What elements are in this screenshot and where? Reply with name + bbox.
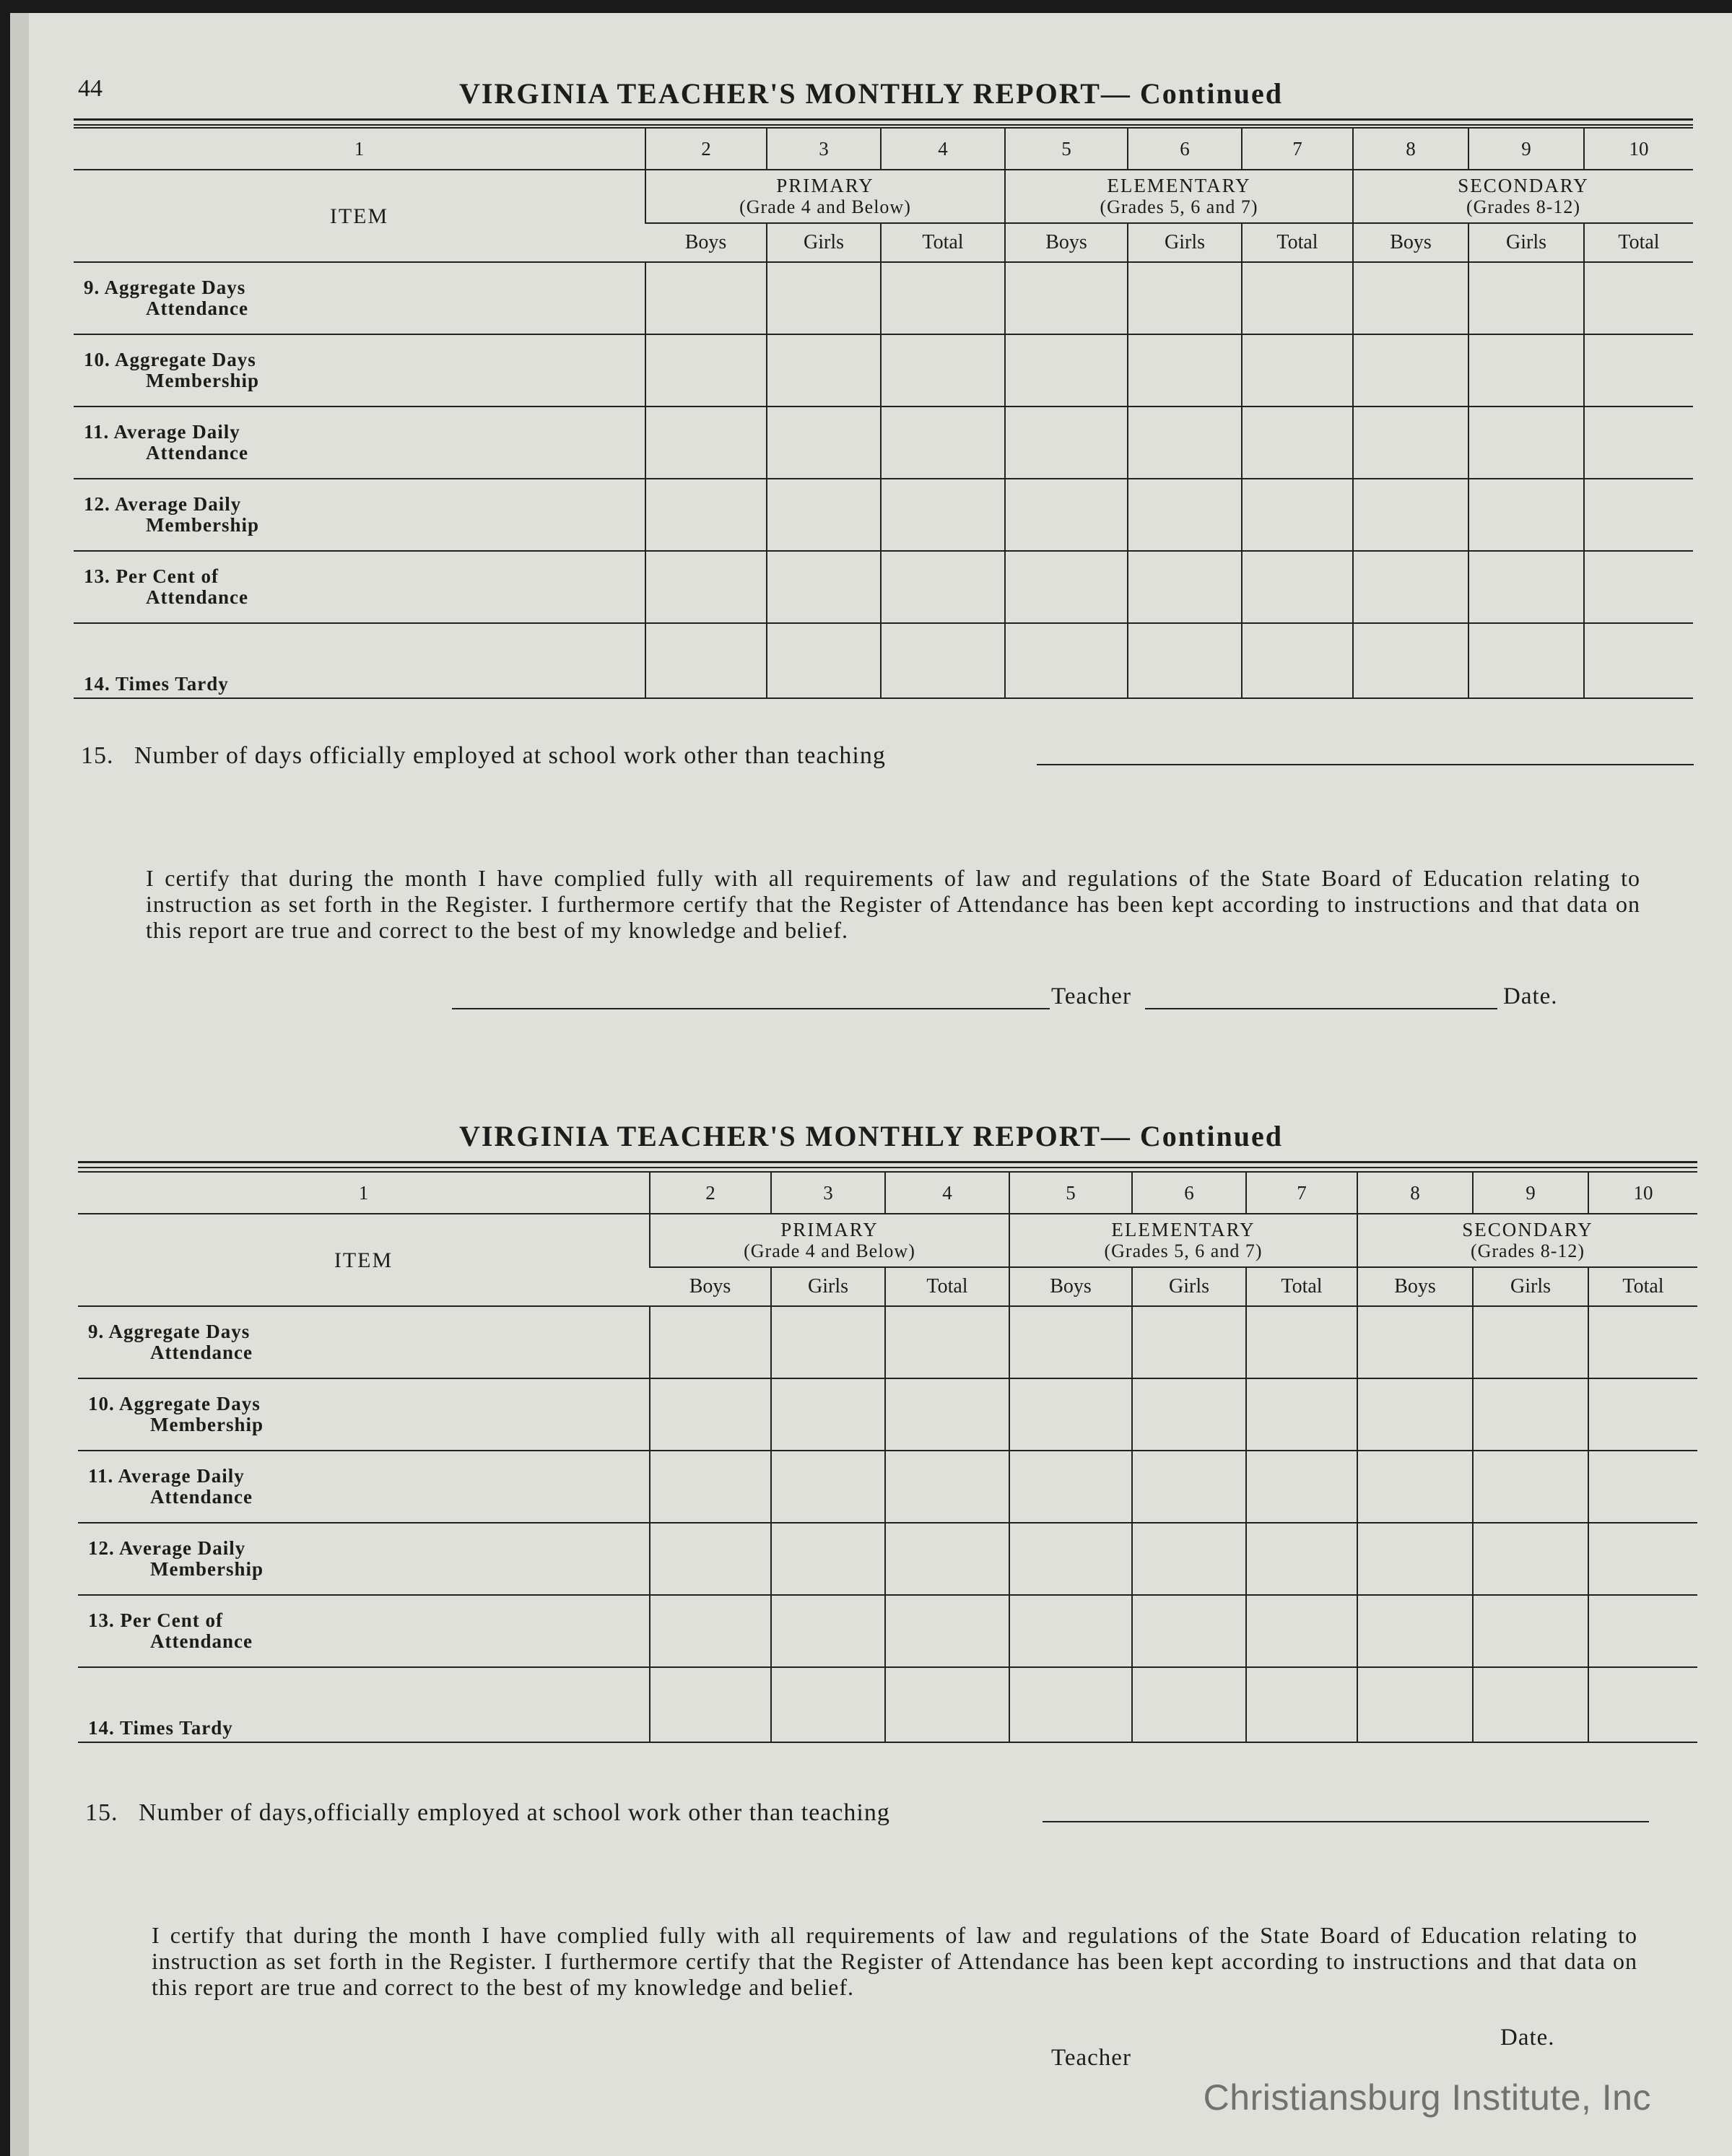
entry-cell[interactable] — [1132, 1451, 1246, 1523]
entry-cell[interactable] — [1584, 334, 1693, 407]
entry-cell[interactable] — [1128, 623, 1242, 698]
entry-cell[interactable] — [767, 551, 881, 623]
entry-cell[interactable] — [1353, 479, 1468, 551]
entry-cell[interactable] — [881, 407, 1005, 479]
item-15-fill-line[interactable] — [1043, 1821, 1649, 1822]
entry-cell[interactable] — [1468, 623, 1584, 698]
subheader-boys: Boys — [1005, 223, 1128, 262]
entry-cell[interactable] — [645, 623, 767, 698]
entry-cell[interactable] — [1473, 1667, 1588, 1742]
entry-cell[interactable] — [1005, 262, 1128, 334]
column-number: 7 — [1246, 1172, 1357, 1214]
item-label: 10. Aggregate Days Membership — [78, 1378, 650, 1451]
subheader-total: Total — [885, 1267, 1009, 1306]
title-rule-lower — [78, 1161, 1697, 1168]
table-row — [78, 1378, 1697, 1451]
entry-cell[interactable] — [1005, 551, 1128, 623]
entry-cell[interactable] — [1473, 1451, 1588, 1523]
entry-cell[interactable] — [1588, 1523, 1697, 1595]
entry-cell[interactable] — [1473, 1595, 1588, 1667]
subheader-total: Total — [881, 223, 1005, 262]
column-number-row — [78, 1172, 1697, 1214]
column-number: 5 — [1009, 1172, 1132, 1214]
entry-cell[interactable] — [1009, 1378, 1132, 1451]
entry-cell[interactable] — [1009, 1595, 1132, 1667]
group-elementary: ELEMENTARY (Grades 5, 6 and 7) — [1009, 1214, 1357, 1267]
subheader-boys: Boys — [1009, 1267, 1132, 1306]
column-number: 6 — [1128, 128, 1242, 170]
entry-cell[interactable] — [1009, 1451, 1132, 1523]
entry-cell[interactable] — [1468, 551, 1584, 623]
entry-cell[interactable] — [771, 1667, 885, 1742]
entry-cell[interactable] — [1242, 334, 1353, 407]
column-number: 7 — [1242, 128, 1353, 170]
subheader-boys: Boys — [1353, 223, 1468, 262]
subheader-total: Total — [1588, 1267, 1697, 1306]
entry-cell[interactable] — [1473, 1523, 1588, 1595]
subheader-total: Total — [1246, 1267, 1357, 1306]
entry-cell[interactable] — [645, 551, 767, 623]
entry-cell[interactable] — [771, 1451, 885, 1523]
group-elementary: ELEMENTARY (Grades 5, 6 and 7) — [1005, 170, 1353, 223]
subheader-boys: Boys — [650, 1267, 771, 1306]
entry-cell[interactable] — [881, 479, 1005, 551]
entry-cell[interactable] — [767, 479, 881, 551]
group-primary: PRIMARY (Grade 4 and Below) — [650, 1214, 1009, 1267]
date-label: Date. — [1503, 983, 1558, 1009]
attendance-table-upper — [74, 127, 1693, 699]
entry-cell[interactable] — [885, 1306, 1009, 1378]
teacher-signature-line[interactable] — [452, 1008, 1050, 1009]
table-row — [78, 1667, 1697, 1742]
entry-cell[interactable] — [881, 334, 1005, 407]
subheader-girls: Girls — [1468, 223, 1584, 262]
entry-cell[interactable] — [1128, 407, 1242, 479]
item-label: 9. Aggregate Days Attendance — [78, 1306, 650, 1378]
subheader-total: Total — [1242, 223, 1353, 262]
entry-cell[interactable] — [650, 1667, 771, 1742]
entry-cell[interactable] — [1242, 479, 1353, 551]
column-number: 2 — [650, 1172, 771, 1214]
entry-cell[interactable] — [645, 334, 767, 407]
entry-cell[interactable] — [1353, 262, 1468, 334]
column-number: 1 — [74, 128, 645, 170]
entry-cell[interactable] — [1132, 1523, 1246, 1595]
entry-cell[interactable] — [1357, 1523, 1473, 1595]
entry-cell[interactable] — [771, 1306, 885, 1378]
entry-cell[interactable] — [650, 1595, 771, 1667]
watermark: Christiansburg Institute, Inc — [1203, 2077, 1651, 2118]
entry-cell[interactable] — [1132, 1595, 1246, 1667]
entry-cell[interactable] — [1246, 1667, 1357, 1742]
entry-cell[interactable] — [1132, 1306, 1246, 1378]
entry-cell[interactable] — [885, 1378, 1009, 1451]
column-number: 3 — [767, 128, 881, 170]
entry-cell[interactable] — [1132, 1667, 1246, 1742]
group-header-row — [74, 170, 1693, 223]
entry-cell[interactable] — [1246, 1451, 1357, 1523]
entry-cell[interactable] — [1468, 407, 1584, 479]
entry-cell[interactable] — [645, 407, 767, 479]
column-number: 4 — [885, 1172, 1009, 1214]
entry-cell[interactable] — [1357, 1595, 1473, 1667]
table-row — [78, 1595, 1697, 1667]
entry-cell[interactable] — [1128, 479, 1242, 551]
column-number: 10 — [1588, 1172, 1697, 1214]
entry-cell[interactable] — [1005, 623, 1128, 698]
report-page — [10, 13, 1732, 2156]
entry-cell[interactable] — [650, 1378, 771, 1451]
entry-cell[interactable] — [650, 1523, 771, 1595]
teacher-label: Teacher — [1051, 2045, 1131, 2071]
entry-cell[interactable] — [1009, 1306, 1132, 1378]
date-label: Date. — [1500, 2025, 1555, 2051]
entry-cell[interactable] — [650, 1451, 771, 1523]
table-row — [74, 551, 1693, 623]
entry-cell[interactable] — [1246, 1523, 1357, 1595]
column-number: 4 — [881, 128, 1005, 170]
entry-cell[interactable] — [1588, 1667, 1697, 1742]
entry-cell[interactable] — [1005, 334, 1128, 407]
page-number: 44 — [78, 75, 103, 102]
subheader-girls: Girls — [1473, 1267, 1588, 1306]
item-label: 9. Aggregate Days Attendance — [74, 262, 645, 334]
entry-cell[interactable] — [1584, 551, 1693, 623]
entry-cell[interactable] — [771, 1378, 885, 1451]
entry-cell[interactable] — [767, 262, 881, 334]
column-number: 10 — [1584, 128, 1693, 170]
entry-cell[interactable] — [1246, 1378, 1357, 1451]
column-number: 8 — [1353, 128, 1468, 170]
entry-cell[interactable] — [1357, 1667, 1473, 1742]
entry-cell[interactable] — [1246, 1595, 1357, 1667]
entry-cell[interactable] — [1588, 1306, 1697, 1378]
entry-cell[interactable] — [1584, 262, 1693, 334]
entry-cell[interactable] — [1353, 407, 1468, 479]
column-number: 9 — [1468, 128, 1584, 170]
entry-cell[interactable] — [1246, 1306, 1357, 1378]
group-header-row — [78, 1214, 1697, 1267]
entry-cell[interactable] — [885, 1667, 1009, 1742]
entry-cell[interactable] — [1009, 1667, 1132, 1742]
table-row — [78, 1306, 1697, 1378]
item-label: 14. Times Tardy — [74, 623, 645, 698]
item-label: 13. Per Cent of Attendance — [74, 551, 645, 623]
column-number-row — [74, 128, 1693, 170]
entry-cell[interactable] — [1128, 551, 1242, 623]
item-label: 14. Times Tardy — [78, 1667, 650, 1742]
entry-cell[interactable] — [885, 1595, 1009, 1667]
group-secondary: SECONDARY (Grades 8-12) — [1357, 1214, 1697, 1267]
entry-cell[interactable] — [650, 1306, 771, 1378]
entry-cell[interactable] — [1588, 1451, 1697, 1523]
entry-cell[interactable] — [771, 1595, 885, 1667]
entry-cell[interactable] — [1473, 1306, 1588, 1378]
entry-cell[interactable] — [771, 1523, 885, 1595]
certification-statement-upper: I certify that during the month I have complied fully with all requirements of law and regulations of the State Board of Education relating to instruction as set forth in the Register. I furthermore certify that the Register of Attendance has been kept according to instructions and that data on this report are true and correct to the best of my knowledge and belief. — [146, 865, 1640, 943]
subheader-girls: Girls — [1132, 1267, 1246, 1306]
entry-cell[interactable] — [885, 1451, 1009, 1523]
entry-cell[interactable] — [767, 407, 881, 479]
item-label: 13. Per Cent of Attendance — [78, 1595, 650, 1667]
table-row — [78, 1523, 1697, 1595]
report-title-upper: VIRGINIA TEACHER'S MONTHLY REPORT— Continued — [459, 77, 1283, 110]
table-row — [78, 1451, 1697, 1523]
column-number: 2 — [645, 128, 767, 170]
entry-cell[interactable] — [1588, 1378, 1697, 1451]
column-number: 6 — [1132, 1172, 1246, 1214]
report-title-lower: VIRGINIA TEACHER'S MONTHLY REPORT— Continued — [459, 1120, 1283, 1152]
subheader-boys: Boys — [1357, 1267, 1473, 1306]
entry-cell[interactable] — [881, 623, 1005, 698]
entry-cell[interactable] — [1353, 551, 1468, 623]
entry-cell[interactable] — [1005, 407, 1128, 479]
entry-cell[interactable] — [1353, 334, 1468, 407]
entry-cell[interactable] — [1468, 479, 1584, 551]
item-header: ITEM — [78, 1214, 650, 1306]
column-number: 3 — [771, 1172, 885, 1214]
entry-cell[interactable] — [1468, 334, 1584, 407]
table-row — [74, 334, 1693, 407]
entry-cell[interactable] — [1005, 479, 1128, 551]
item-label: 12. Average Daily Membership — [78, 1523, 650, 1595]
subheader-girls: Girls — [771, 1267, 885, 1306]
entry-cell[interactable] — [1357, 1378, 1473, 1451]
entry-cell[interactable] — [1009, 1523, 1132, 1595]
title-rule-upper — [74, 118, 1693, 126]
entry-cell[interactable] — [1584, 479, 1693, 551]
entry-cell[interactable] — [1588, 1595, 1697, 1667]
teacher-label: Teacher — [1051, 983, 1131, 1009]
entry-cell[interactable] — [1132, 1378, 1246, 1451]
subheader-girls: Girls — [1128, 223, 1242, 262]
item-header: ITEM — [74, 170, 645, 262]
group-primary: PRIMARY (Grade 4 and Below) — [645, 170, 1005, 223]
item-15-fill-line[interactable] — [1037, 764, 1694, 765]
entry-cell[interactable] — [1242, 551, 1353, 623]
certification-statement-lower: I certify that during the month I have complied fully with all requirements of law and regulations of the State Board of Education relating to instruction as set forth in the Register. I furthermore certify that the Register of Attendance has been kept according to instructions and that data on this report are true and correct to the best of my knowledge and belief. — [152, 1922, 1637, 2000]
date-line[interactable] — [1145, 1008, 1497, 1009]
entry-cell[interactable] — [767, 623, 881, 698]
entry-cell[interactable] — [881, 551, 1005, 623]
attendance-table-lower — [78, 1171, 1697, 1743]
column-number: 5 — [1005, 128, 1128, 170]
subheader-boys: Boys — [645, 223, 767, 262]
item-label: 12. Average Daily Membership — [74, 479, 645, 551]
table-row — [74, 407, 1693, 479]
entry-cell[interactable] — [645, 479, 767, 551]
column-number: 8 — [1357, 1172, 1473, 1214]
page-edge — [10, 13, 29, 2156]
entry-cell[interactable] — [645, 262, 767, 334]
entry-cell[interactable] — [1584, 407, 1693, 479]
entry-cell[interactable] — [1473, 1378, 1588, 1451]
entry-cell[interactable] — [881, 262, 1005, 334]
entry-cell[interactable] — [767, 334, 881, 407]
column-number: 1 — [78, 1172, 650, 1214]
item-label: 11. Average Daily Attendance — [74, 407, 645, 479]
entry-cell[interactable] — [1128, 334, 1242, 407]
entry-cell[interactable] — [1242, 262, 1353, 334]
entry-cell[interactable] — [885, 1523, 1009, 1595]
entry-cell[interactable] — [1584, 623, 1693, 698]
entry-cell[interactable] — [1353, 623, 1468, 698]
table-row — [74, 623, 1693, 698]
table-row — [74, 262, 1693, 334]
column-number: 9 — [1473, 1172, 1588, 1214]
subheader-total: Total — [1584, 223, 1693, 262]
group-secondary: SECONDARY (Grades 8-12) — [1353, 170, 1693, 223]
entry-cell[interactable] — [1468, 262, 1584, 334]
item-15-lower: 15. Number of days,officially employed at school work other than teaching — [85, 1799, 890, 1826]
entry-cell[interactable] — [1242, 407, 1353, 479]
item-label: 11. Average Daily Attendance — [78, 1451, 650, 1523]
table-row — [74, 479, 1693, 551]
entry-cell[interactable] — [1357, 1451, 1473, 1523]
entry-cell[interactable] — [1128, 262, 1242, 334]
item-label: 10. Aggregate Days Membership — [74, 334, 645, 407]
subheader-girls: Girls — [767, 223, 881, 262]
entry-cell[interactable] — [1242, 623, 1353, 698]
item-15-upper: 15. Number of days officially employed at school work other than teaching — [81, 742, 886, 769]
entry-cell[interactable] — [1357, 1306, 1473, 1378]
